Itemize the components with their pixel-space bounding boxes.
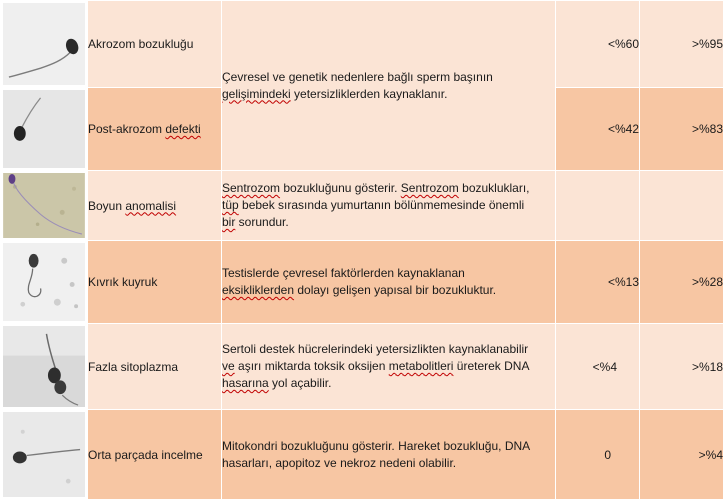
table-row	[1, 171, 723, 241]
percent-low: <%60	[556, 1, 640, 88]
micrograph-cell	[1, 1, 88, 88]
table-row	[1, 410, 723, 500]
desc-line: eksikliklerden dolayı gelişen yapısal bir bozukluktur.	[222, 283, 497, 297]
percent-low: <%42	[556, 88, 640, 171]
anomaly-name: Post-akrozom defekti	[88, 88, 222, 171]
sperm-micrograph-icon	[3, 90, 85, 168]
anomaly-name: Orta parçada incelme	[88, 410, 222, 500]
percent-high: >%83	[640, 88, 723, 171]
percent-high	[640, 171, 723, 241]
cytoplasm-micrograph-icon	[3, 326, 85, 407]
percent-high: >%4	[640, 410, 723, 500]
coiled-tail-micrograph-icon	[3, 243, 85, 321]
table-row	[1, 241, 723, 324]
desc-line: gelişimindeki yetersizliklerden kaynaklanır.	[222, 86, 448, 101]
desc-line: tüp bebek sırasında yumurtanın bölünmemesinde önemli	[222, 198, 525, 212]
anomaly-name: Fazla sitoplazma	[88, 324, 222, 410]
anomaly-description	[222, 324, 556, 410]
desc-line: Sentrozom bozukluğunu gösterir. Sentrozom bozuklukları,	[222, 181, 530, 195]
desc-line: Çevresel ve genetik nedenlere bağlı sperm başının	[222, 69, 493, 84]
micrograph-cell	[1, 171, 88, 241]
anomaly-description	[222, 171, 556, 241]
stained-sperm-micrograph-icon	[3, 173, 85, 238]
desc-line: Mitokondri bozukluğunu gösterir. Hareket bozukluğu, DNA	[222, 438, 531, 453]
micrograph-cell	[1, 324, 88, 410]
sperm-micrograph-icon	[3, 3, 85, 85]
table-row	[1, 324, 723, 410]
anomaly-description	[222, 1, 556, 171]
anomaly-name: Kıvrık kuyruk	[88, 241, 222, 324]
anomaly-description	[222, 410, 556, 500]
anomaly-description	[222, 241, 556, 324]
micrograph-cell	[1, 241, 88, 324]
percent-low: <%4	[556, 324, 640, 410]
midpiece-micrograph-icon	[3, 412, 85, 497]
desc-line: Sertoli destek hücrelerindeki yetersizlikten kaynaklanabilir	[222, 342, 529, 356]
percent-high: >%95	[640, 1, 723, 88]
table-row	[1, 1, 723, 88]
percent-high: >%28	[640, 241, 723, 324]
percent-high: >%18	[640, 324, 723, 410]
percent-low: <%13	[556, 241, 640, 324]
micrograph-cell	[1, 410, 88, 500]
desc-line: bir sorundur.	[222, 215, 289, 229]
percent-low: 0	[556, 410, 640, 500]
anomaly-name: Akrozom bozukluğu	[88, 1, 222, 88]
percent-low	[556, 171, 640, 241]
desc-line: hasarları, apopitoz ve nekroz nedeni olabilir.	[222, 455, 457, 470]
desc-line: ve aşırı miktarda toksik oksijen metabolitleri üreterek DNA	[222, 359, 530, 373]
micrograph-cell	[1, 88, 88, 171]
desc-line: hasarına yol açabilir.	[222, 376, 332, 390]
desc-line: Testislerde çevresel faktörlerden kaynaklanan	[222, 266, 465, 280]
anomaly-name: Boyun anomalisi	[88, 171, 222, 241]
